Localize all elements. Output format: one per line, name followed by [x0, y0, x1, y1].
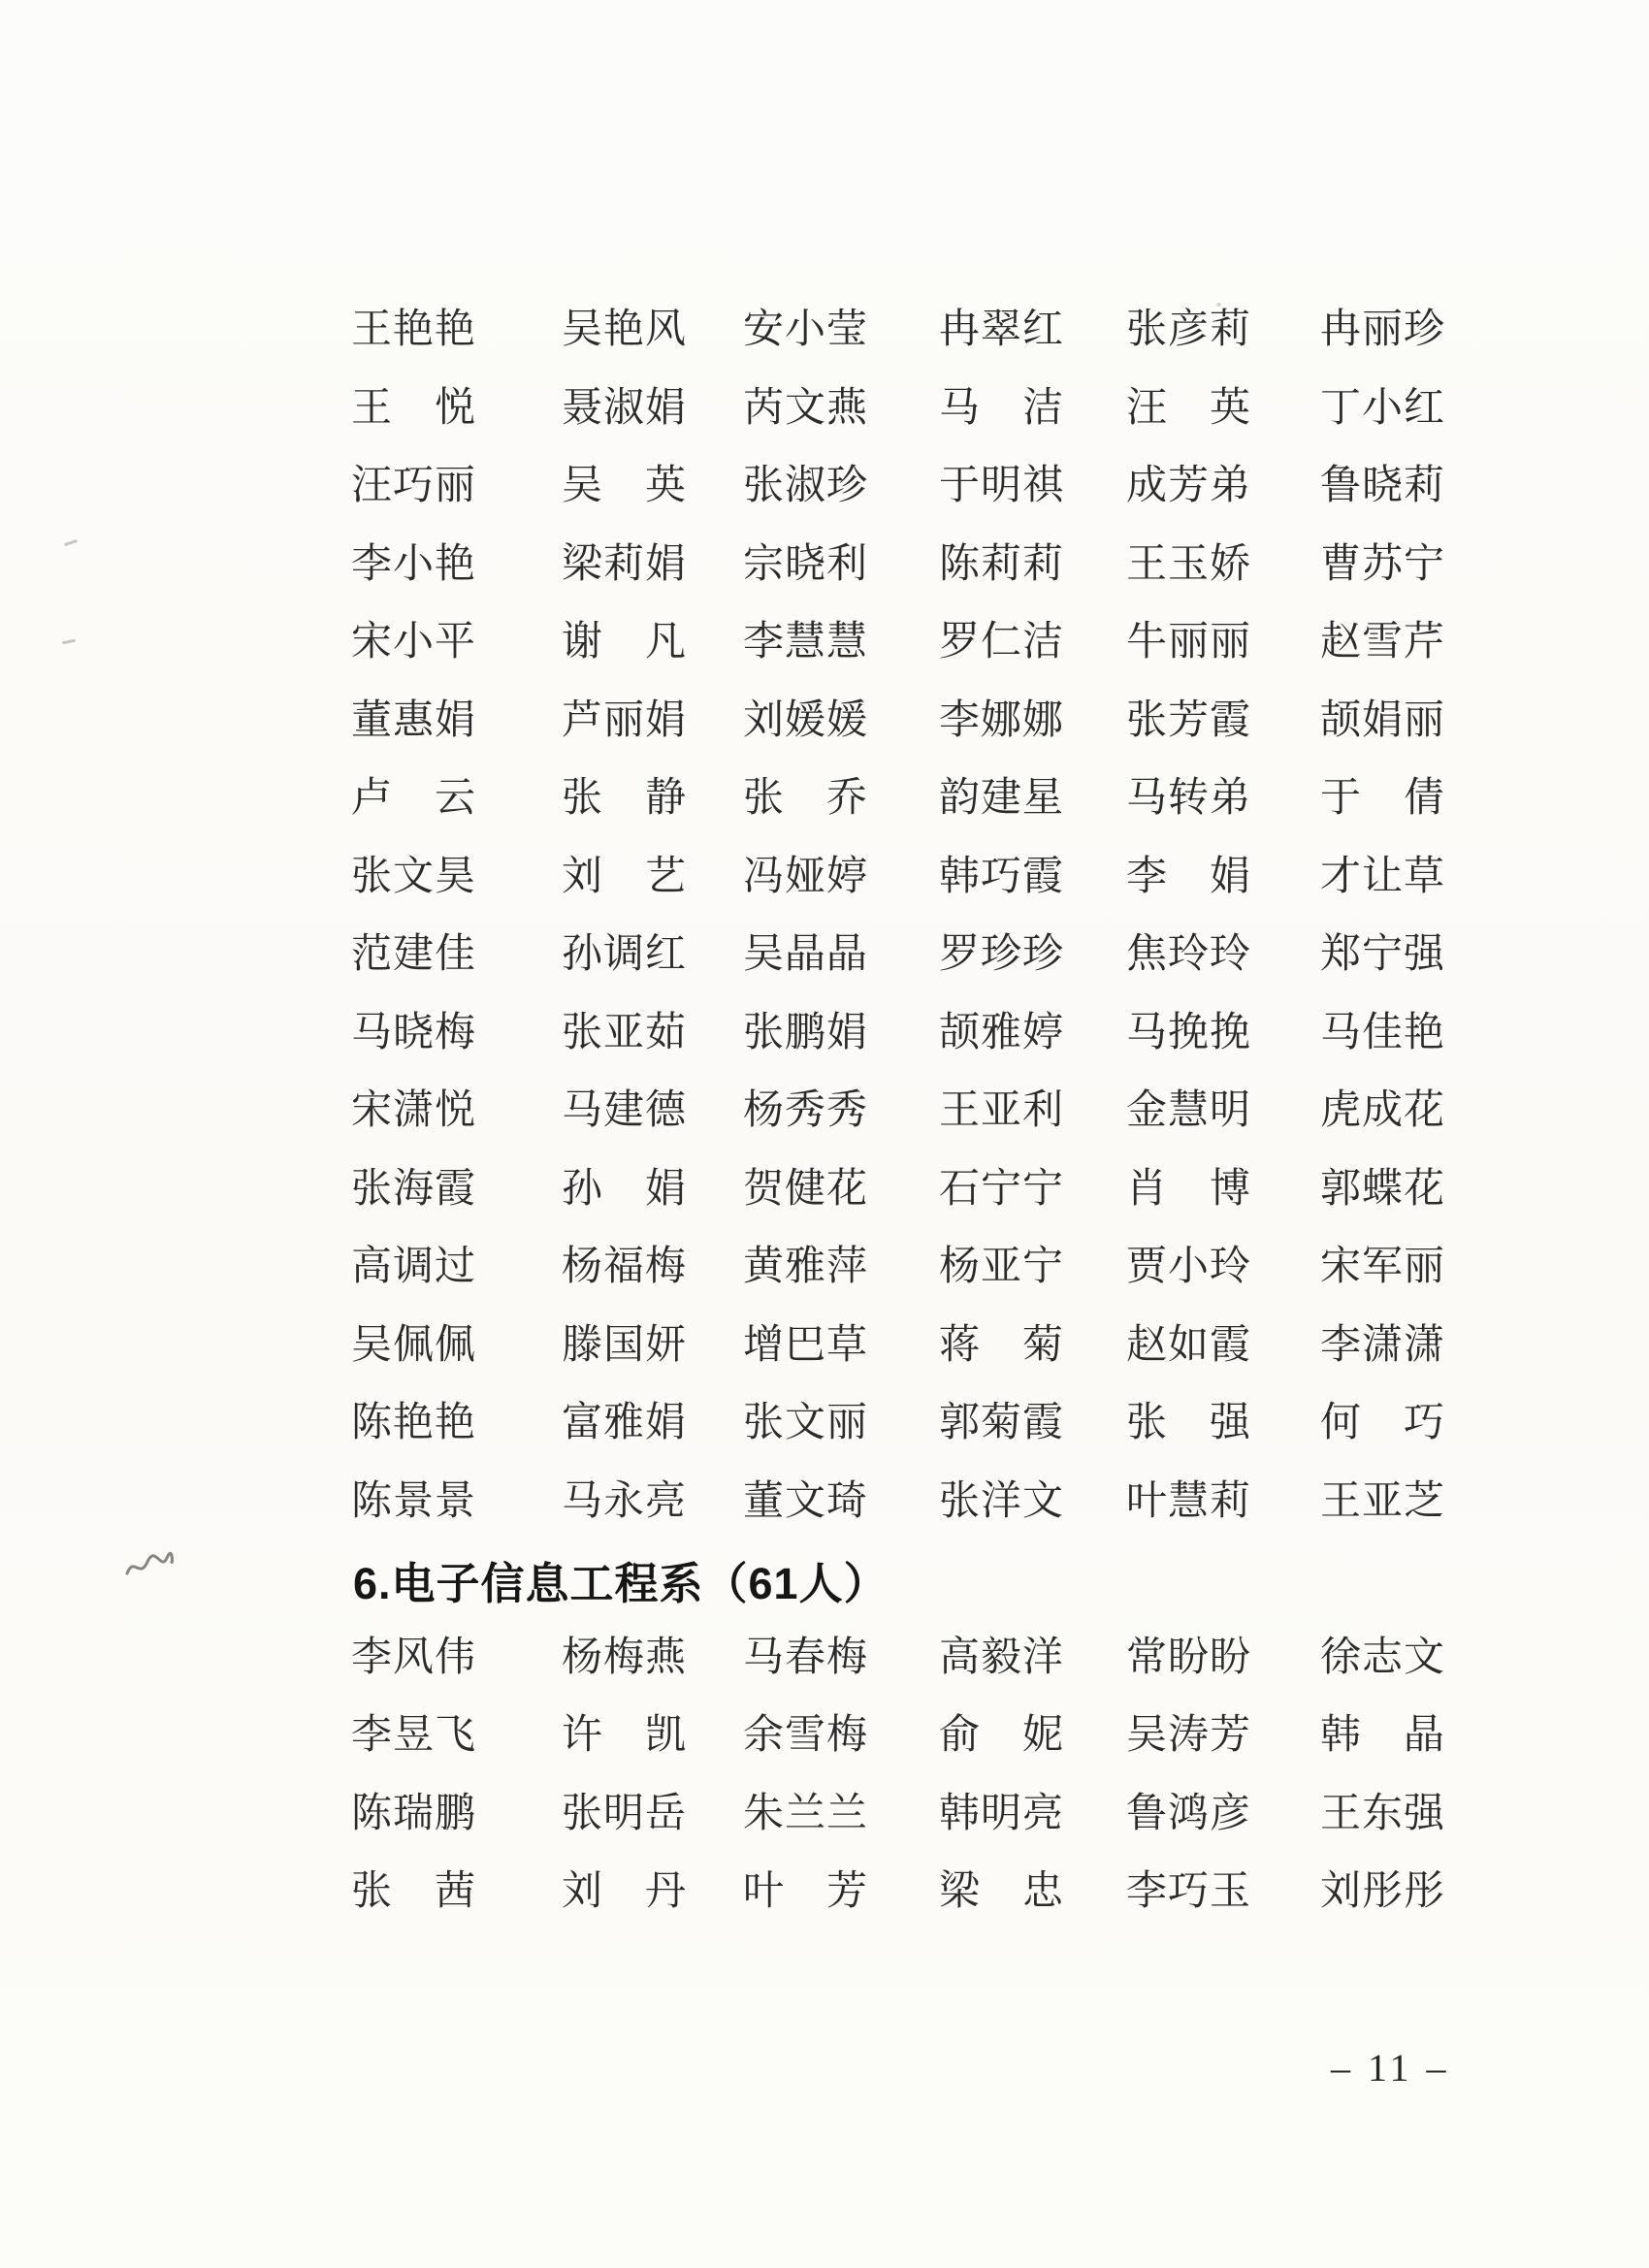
roster-row: [351, 1150, 1496, 1229]
person-name: 马建德: [562, 1088, 686, 1134]
person-name: 汪巧丽: [351, 464, 475, 509]
person-name: 芦丽娟: [562, 697, 686, 743]
person-name: 孙娟: [562, 1166, 686, 1212]
person-name: 马洁: [939, 385, 1063, 431]
person-name: 刘丹: [562, 1869, 686, 1915]
person-name: 王亚利: [939, 1088, 1063, 1134]
roster-row: [351, 291, 1496, 370]
person-name: 陈艳艳: [351, 1401, 475, 1446]
person-name: 吴晶晶: [743, 932, 867, 978]
person-name: 冯娅婷: [743, 854, 867, 899]
person-name: 刘艺: [562, 854, 686, 899]
person-name: 罗仁洁: [939, 620, 1063, 665]
person-name: 增巴草: [743, 1322, 867, 1368]
roster-row: [351, 1697, 1496, 1775]
person-name: 石宁宁: [939, 1166, 1063, 1212]
person-name: 董文琦: [743, 1478, 867, 1524]
person-name: 卢云: [351, 776, 475, 822]
person-name: 聂淑娟: [562, 385, 686, 431]
person-name: 冉翠红: [939, 308, 1063, 353]
person-name: 徐志文: [1320, 1635, 1444, 1680]
person-name: 王艳艳: [351, 308, 475, 353]
person-name: 马永亮: [562, 1478, 686, 1524]
section-6-header-row: [351, 1540, 1496, 1619]
person-name: 李小艳: [351, 541, 475, 587]
person-name: 金慧明: [1126, 1088, 1250, 1134]
person-name: 曹苏宁: [1320, 541, 1444, 587]
person-name: 刘彤彤: [1320, 1869, 1444, 1915]
roster-row: [351, 526, 1496, 604]
person-name: 贺健花: [743, 1166, 867, 1212]
roster-row: [351, 447, 1496, 526]
person-name: 鲁鸿彦: [1126, 1791, 1250, 1836]
roster-row: [351, 1619, 1496, 1698]
person-name: 张乔: [743, 776, 867, 822]
person-name: 王悦: [351, 385, 475, 431]
person-name: 马佳艳: [1320, 1010, 1444, 1055]
person-name: 张洋文: [939, 1478, 1063, 1524]
person-name: 成芳弟: [1126, 464, 1250, 509]
page-number: – 11 –: [1331, 2046, 1450, 2090]
person-name: 马挽挽: [1126, 1010, 1250, 1055]
person-name: 李娜娜: [939, 697, 1063, 743]
person-name: 鲁晓莉: [1320, 464, 1444, 509]
person-name: 虎成花: [1320, 1088, 1444, 1134]
person-name: 马转弟: [1126, 776, 1250, 822]
person-name: 冉丽珍: [1320, 308, 1444, 353]
person-name: 安小莹: [743, 308, 867, 353]
person-name: 汪英: [1126, 385, 1250, 431]
person-name: 罗珍珍: [939, 932, 1063, 978]
person-name: 吴涛芳: [1126, 1713, 1250, 1759]
roster-row: [351, 994, 1496, 1073]
person-name: 张鹏娟: [743, 1010, 867, 1055]
person-name: 吴艳风: [562, 308, 686, 353]
person-name: 韩巧霞: [939, 854, 1063, 899]
person-name: 余雪梅: [743, 1713, 867, 1759]
roster-row: [351, 838, 1496, 917]
person-name: 杨福梅: [562, 1245, 686, 1290]
person-name: 宗晓利: [743, 541, 867, 587]
person-name: 李娟: [1126, 854, 1250, 899]
person-name: 杨亚宁: [939, 1245, 1063, 1290]
person-name: 韩明亮: [939, 1791, 1063, 1836]
person-name: 肖博: [1126, 1166, 1250, 1212]
person-name: 王东强: [1320, 1791, 1444, 1836]
person-name: 颉雅婷: [939, 1010, 1063, 1055]
roster-row: [351, 370, 1496, 448]
person-name: 吴佩佩: [351, 1322, 475, 1368]
roster-section-6-grid: [351, 1619, 1496, 1931]
person-name: 宋潇悦: [351, 1088, 475, 1134]
person-name: 郭蝶花: [1320, 1166, 1444, 1212]
person-name: 高毅洋: [939, 1635, 1063, 1680]
roster-row: [351, 1463, 1496, 1541]
person-name: 吴英: [562, 464, 686, 509]
person-name: 叶慧莉: [1126, 1478, 1250, 1524]
person-name: 于明祺: [939, 464, 1063, 509]
person-name: 陈景景: [351, 1478, 475, 1524]
person-name: 焦玲玲: [1126, 932, 1250, 978]
person-name: 陈瑞鹏: [351, 1791, 475, 1836]
roster-row: [351, 1775, 1496, 1854]
person-name: 韩晶: [1320, 1713, 1444, 1759]
person-name: 王玉娇: [1126, 541, 1250, 587]
person-name: 丁小红: [1320, 385, 1444, 431]
section-6-title: 6.电子信息工程系（61人）: [353, 1558, 889, 1608]
person-name: 郑宁强: [1320, 932, 1444, 978]
person-name: 富雅娟: [562, 1401, 686, 1446]
person-name: 贾小玲: [1126, 1245, 1250, 1290]
person-name: 刘媛媛: [743, 697, 867, 743]
person-name: 李昱飞: [351, 1713, 475, 1759]
person-name: 董惠娟: [351, 697, 475, 743]
person-name: 张淑珍: [743, 464, 867, 509]
person-name: 何巧: [1320, 1401, 1444, 1446]
person-name: 常盼盼: [1126, 1635, 1250, 1680]
person-name: 许凯: [562, 1713, 686, 1759]
person-name: 范建佳: [351, 932, 475, 978]
roster-row: [351, 1384, 1496, 1463]
person-name: 杨秀秀: [743, 1088, 867, 1134]
person-name: 朱兰兰: [743, 1791, 867, 1836]
person-name: 牛丽丽: [1126, 620, 1250, 665]
person-name: 张明岳: [562, 1791, 686, 1836]
person-name: 才让草: [1320, 854, 1444, 899]
person-name: 马晓梅: [351, 1010, 475, 1055]
person-name: 李风伟: [351, 1635, 475, 1680]
person-name: 李慧慧: [743, 620, 867, 665]
roster-row: [351, 760, 1496, 838]
person-name: 陈莉莉: [939, 541, 1063, 587]
person-name: 梁莉娟: [562, 541, 686, 587]
person-name: 张文丽: [743, 1401, 867, 1446]
scan-artifact-speck: [1216, 303, 1221, 307]
roster-row: [351, 916, 1496, 994]
person-name: 赵如霞: [1126, 1322, 1250, 1368]
roster-row: [351, 682, 1496, 761]
person-name: 张亚茹: [562, 1010, 686, 1055]
person-name: 黄雅萍: [743, 1245, 867, 1290]
person-name: 蒋菊: [939, 1322, 1063, 1368]
person-name: 郭菊霞: [939, 1401, 1063, 1446]
roster-row: [351, 1228, 1496, 1307]
person-name: 张静: [562, 776, 686, 822]
person-name: 李潇潇: [1320, 1322, 1444, 1368]
person-name: 芮文燕: [743, 385, 867, 431]
person-name: 王亚芝: [1320, 1478, 1444, 1524]
roster-row: [351, 1072, 1496, 1150]
person-name: 赵雪芹: [1320, 620, 1444, 665]
person-name: 张强: [1126, 1401, 1250, 1446]
roster-row: [351, 603, 1496, 682]
person-name: 颉娟丽: [1320, 697, 1444, 743]
person-name: 滕国妍: [562, 1322, 686, 1368]
scan-artifact-smudge: [124, 1550, 175, 1587]
person-name: 梁忠: [939, 1869, 1063, 1915]
person-name: 张芳霞: [1126, 697, 1250, 743]
person-name: 叶芳: [743, 1869, 867, 1915]
person-name: 韵建星: [939, 776, 1063, 822]
person-name: 马春梅: [743, 1635, 867, 1680]
person-name: 李巧玉: [1126, 1869, 1250, 1915]
person-name: 张茜: [351, 1869, 475, 1915]
person-name: 宋小平: [351, 620, 475, 665]
scan-artifact-tick: [64, 539, 78, 546]
person-name: 杨梅燕: [562, 1635, 686, 1680]
person-name: 宋军丽: [1320, 1245, 1444, 1290]
roster-block: [351, 291, 1496, 1931]
roster-row: [351, 1307, 1496, 1385]
person-name: 高调过: [351, 1245, 475, 1290]
roster-row: [351, 1853, 1496, 1931]
person-name: 俞妮: [939, 1713, 1063, 1759]
person-name: 孙调红: [562, 932, 686, 978]
person-name: 张彦莉: [1126, 308, 1250, 353]
person-name: 谢凡: [562, 620, 686, 665]
scan-artifact-tick: [62, 639, 76, 645]
person-name: 于倩: [1320, 776, 1444, 822]
roster-continued-grid: [351, 291, 1496, 1540]
person-name: 张海霞: [351, 1166, 475, 1212]
person-name: 张文昊: [351, 854, 475, 899]
